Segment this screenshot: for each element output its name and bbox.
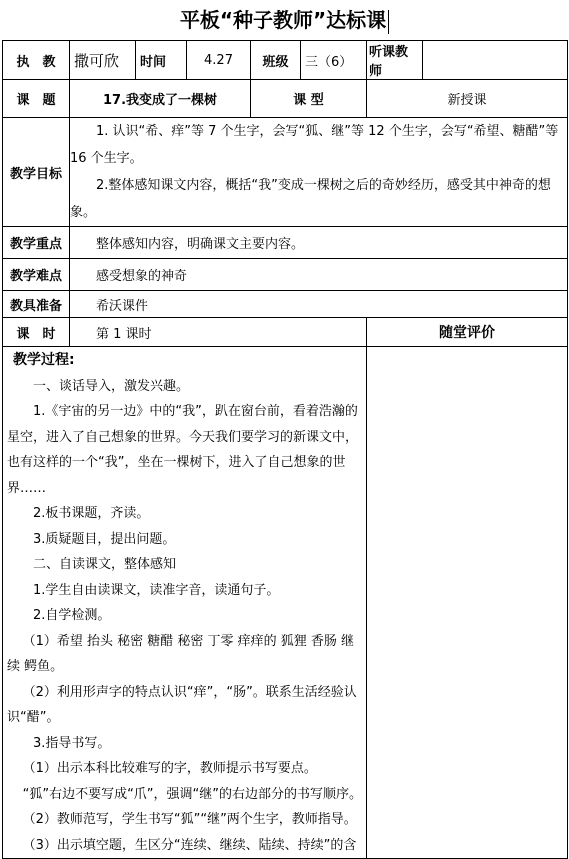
text-cursor [388, 10, 389, 34]
process-line: 1.《宇宙的另一边》中的“我”，趴在窗台前，看着浩瀚的星空，进入了自己想象的世界。今天我们要学习的新课文中，也有这样的一个“我”，坐在一棵树下，进入了自己想象的世界…… [7, 404, 359, 496]
lesson-plan-table [2, 40, 568, 859]
process-line: “狐”右边不要写成“爪”，强调“继”的右边部分的书写顺序。 [22, 786, 363, 802]
objectives-label: 教学目标 [3, 118, 70, 227]
type-label: 课 型 [251, 80, 367, 118]
time-label: 时间 [136, 41, 187, 80]
teacher-value: 撒可欣 [70, 41, 136, 80]
process-line: 3.指导书写。 [33, 735, 111, 751]
observer-label: 听课教师 [367, 41, 423, 80]
topic-value: 17.我变成了一棵树 [70, 80, 251, 118]
materials-label: 教具准备 [3, 291, 70, 318]
process-label: 教学过程: [13, 352, 75, 368]
process-line: 2.自学检测。 [33, 608, 111, 623]
process-line: （1）希望 抬头 秘密 糖醋 秘密 丁零 痒痒的 狐狸 香肠 继续 鳄鱼。 [7, 633, 355, 674]
objective-item: 2.整体感知课文内容，概括“我”变成一棵树之后的奇妙经历，感受其中神奇的想象。 [70, 178, 551, 220]
process-line: （2）利用形声字的特点认识“痒”，“肠”。联系生活经验认识“醋”。 [7, 684, 357, 725]
topic-label: 课 题 [3, 80, 70, 118]
document-title: 平板“种子教师”达标课 [0, 0, 569, 40]
class-value: 三（6） [301, 41, 367, 80]
objective-item: 1. 认识“希、痒”等 7 个生字，会写“狐、继”等 12 个生字，会写“希望、糖醋”等 16 个生字。 [70, 124, 559, 166]
key-point-label: 教学重点 [3, 227, 70, 259]
period-value: 第 1 课时 [70, 318, 367, 347]
materials-value: 希沃课件 [70, 291, 568, 318]
process-line: （1）出示本科比较难写的字，教师提示书写要点。 [22, 761, 317, 776]
process-line: 1.学生自由读课文，读准字音，读通句子。 [33, 582, 280, 598]
evaluation-header: 随堂评价 [367, 318, 568, 347]
process-line: 二、自读课文，整体感知 [33, 557, 177, 572]
difficulty-value: 感受想象的神奇 [70, 259, 568, 291]
process-line: （2）教师范写，学生书写“狐”“继”两个生字，教师指导。 [22, 812, 357, 827]
evaluation-cell [367, 347, 568, 859]
process-line: 一、谈话导入，激发兴趣。 [33, 378, 190, 394]
observer-value [423, 41, 568, 80]
period-label: 课 时 [3, 318, 70, 347]
objectives-cell [70, 118, 568, 227]
teacher-label: 执 教 [3, 41, 70, 80]
process-line: 3.质疑题目，提出问题。 [33, 531, 176, 547]
class-label: 班级 [251, 41, 301, 80]
process-line: （3）出示填空题，生区分“连续、继续、陆续、持续”的含 [22, 837, 357, 853]
time-value: 4.27 [187, 41, 251, 80]
difficulty-label: 教学难点 [3, 259, 70, 291]
key-point-value: 整体感知内容，明确课文主要内容。 [70, 227, 568, 259]
process-line: 2.板书课题，齐读。 [33, 506, 150, 521]
type-value: 新授课 [367, 80, 568, 118]
process-cell [3, 347, 367, 859]
